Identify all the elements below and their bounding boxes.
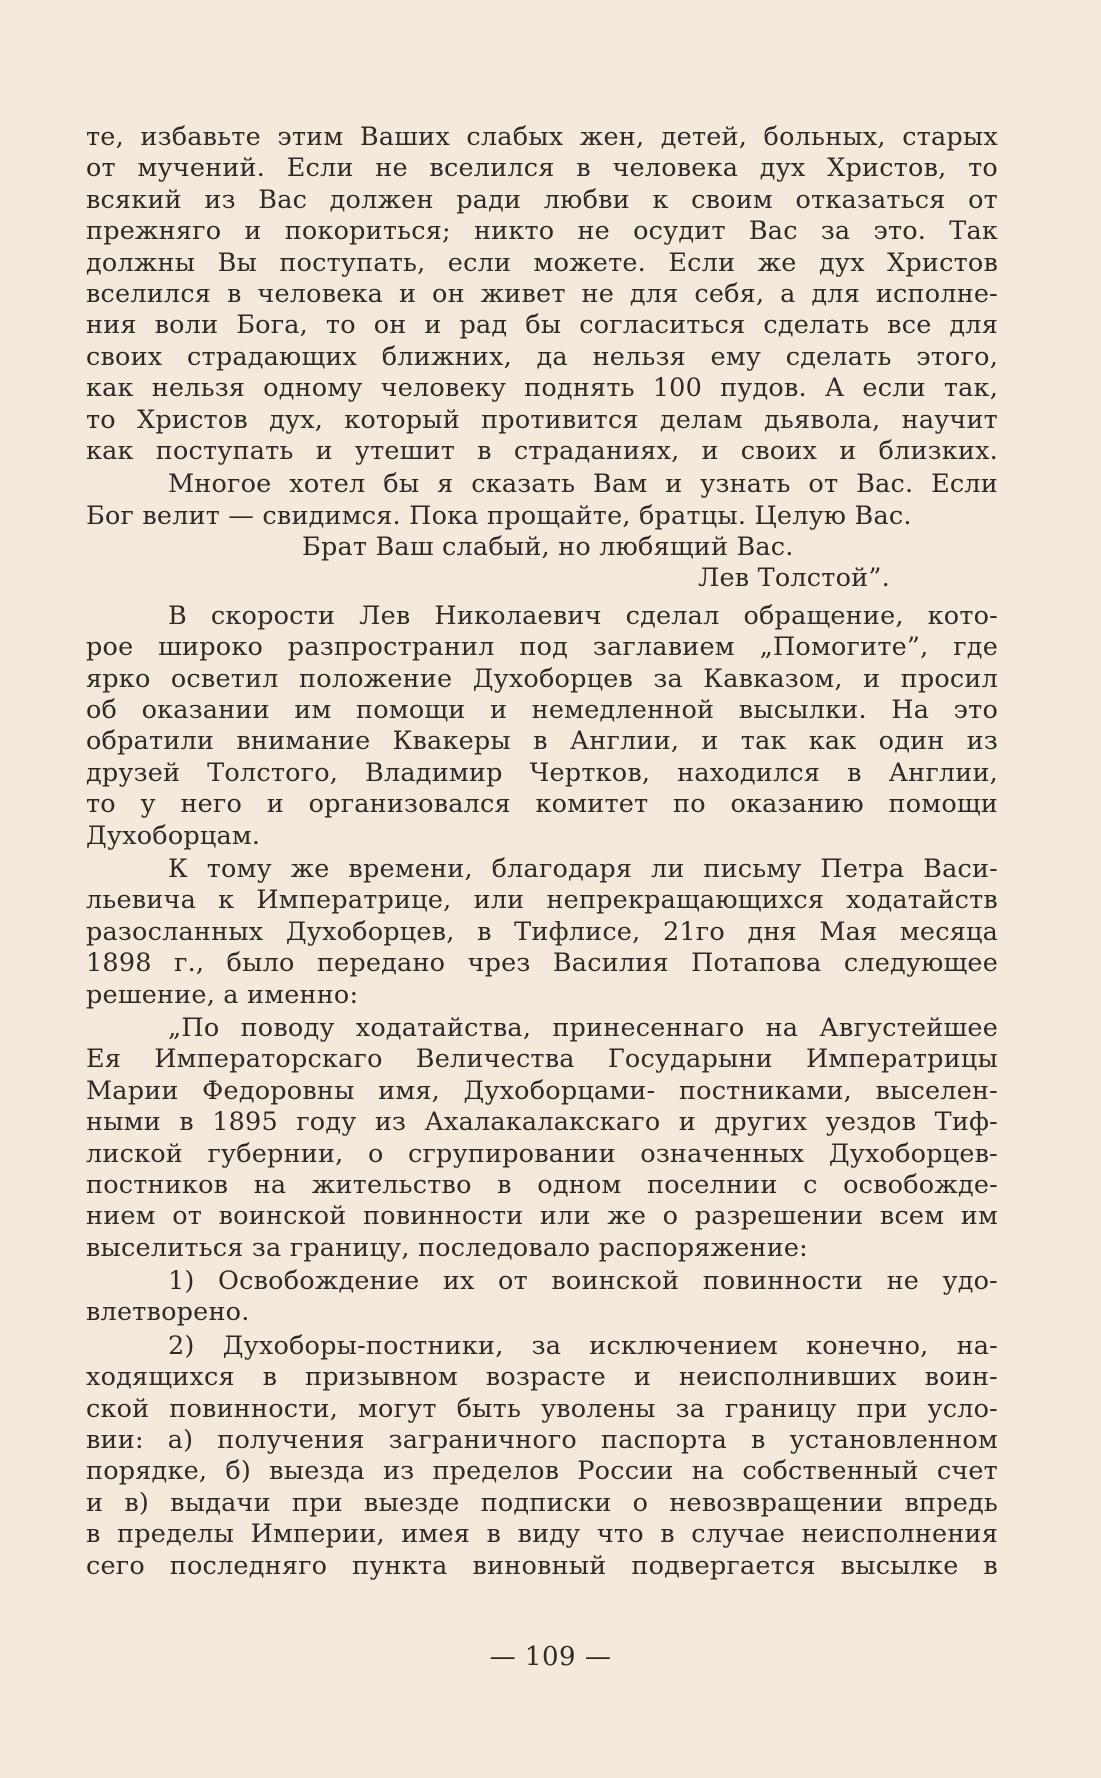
text-line: нием от воинской повинности или же о разрешении всем им [86, 1201, 998, 1232]
text-line: ходящихся в призывном возрасте и неисполнивших воин- [86, 1362, 998, 1393]
text-line: решение, а именно: [86, 979, 359, 1010]
text-line: своих страдающих ближних, да нельзя ему сделать этого, [86, 341, 998, 372]
text-line: всякий из Вас должен ради любви к своим отказаться от [86, 184, 998, 215]
text-line: Многое хотел бы я сказать Вам и узнать от Вас. Если [168, 469, 998, 500]
text-line: Духоборцам. [86, 820, 261, 851]
signature-line: Брат Ваш слабый, но любящий Вас. [302, 532, 794, 563]
text-line: Ея Императорскаго Величества Государыни Императрицы [86, 1044, 998, 1075]
text-line: порядке, б) выезда из пределов России на собственный счет [86, 1456, 998, 1487]
text-line: сего последняго пункта виновный подвергается высылке в [86, 1550, 998, 1581]
text-line: постников на жительство в одном поселнии с освобожде- [86, 1169, 998, 1200]
text-line: рое широко разпространил под заглавием „Помогите”, где [86, 632, 998, 663]
text-line: разосланных Духоборцев, в Тифлисе, 21го дня Мая месяца [86, 916, 998, 947]
text-line: прежняго и покориться; никто не осудит Вас за это. Так [86, 216, 998, 247]
text-line: вселился в человека и он живет не для себя, а для исполне- [86, 278, 998, 309]
text-line: К тому же времени, благодаря ли письму Петра Васи- [168, 853, 998, 884]
text-line: ярко осветил положение Духоборцев за Кавказом, и просил [86, 663, 998, 694]
text-line: лиской губернии, о сгрупировании означенных Духоборцев- [86, 1138, 998, 1169]
text-line: те, избавьте этим Ваших слабых жен, детей, больных, старых [86, 122, 998, 152]
text-line: вии: а) получения заграничного паспорта в установленном [86, 1425, 998, 1456]
text-line: об оказании им помощи и немедленной высылки. На это [86, 695, 998, 726]
text-line: ской повинности, могут быть уволены за границу при усло- [86, 1393, 998, 1424]
text-line: Бог велит — свидимся. Пока прощайте, братцы. Целую Вас. [86, 500, 912, 531]
text-line: выселиться за границу, последовало распоряжение: [86, 1232, 808, 1263]
text-line: как нельзя одному человеку поднять 100 пудов. А если так, [86, 373, 998, 404]
text-line: ния воли Бога, то он и рад бы согласиться сделать все для [86, 310, 998, 341]
text-line: то у него и организовался комитет по оказанию помощи [86, 789, 998, 820]
text-line: ными в 1895 году из Ахалакалакскаго и других уездов Тиф- [86, 1107, 998, 1138]
page-number: — 109 — [489, 1642, 612, 1672]
text-line: должны Вы поступать, если можете. Если же дух Христов [86, 247, 998, 278]
text-line: льевича к Императрице, или непрекращающихся ходатайств [86, 885, 998, 916]
text-line: 1) Освобождение их от воинской повинности не удо- [168, 1266, 998, 1297]
text-line: влетворено. [86, 1297, 250, 1328]
text-line: обратили внимание Квакеры в Англии, и так как один из [86, 726, 998, 757]
text-line: как поступать и утешит в страданиях, и своих и близких. [86, 435, 998, 466]
page-text [86, 122, 998, 1582]
signature-name: Лев Толстой”. [698, 563, 890, 594]
text-line: друзей Толстого, Владимир Чертков, находился в Англии, [86, 757, 998, 788]
text-line: и в) выдачи при выезде подписки о невозвращении впредь [86, 1487, 998, 1518]
text-line: В скорости Лев Николаевич сделал обращение, кото- [168, 600, 998, 631]
text-line: от мучений. Если не вселился в человека дух Христов, то [86, 153, 998, 184]
text-line: 2) Духоборы-постники, за исключением конечно, на- [168, 1330, 998, 1361]
text-line: „По поводу ходатайства, принесеннаго на Августейшее [168, 1012, 998, 1043]
text-line: Марии Федоровны имя, Духоборцами- постниками, выселен- [86, 1075, 998, 1106]
text-line: 1898 г., было передано чрез Василия Потапова следующее [86, 948, 998, 979]
text-line: в пределы Империи, имея в виду что в случае неисполнения [86, 1519, 998, 1550]
text-line: то Христов дух, который противится делам дьявола, научит [86, 404, 998, 435]
